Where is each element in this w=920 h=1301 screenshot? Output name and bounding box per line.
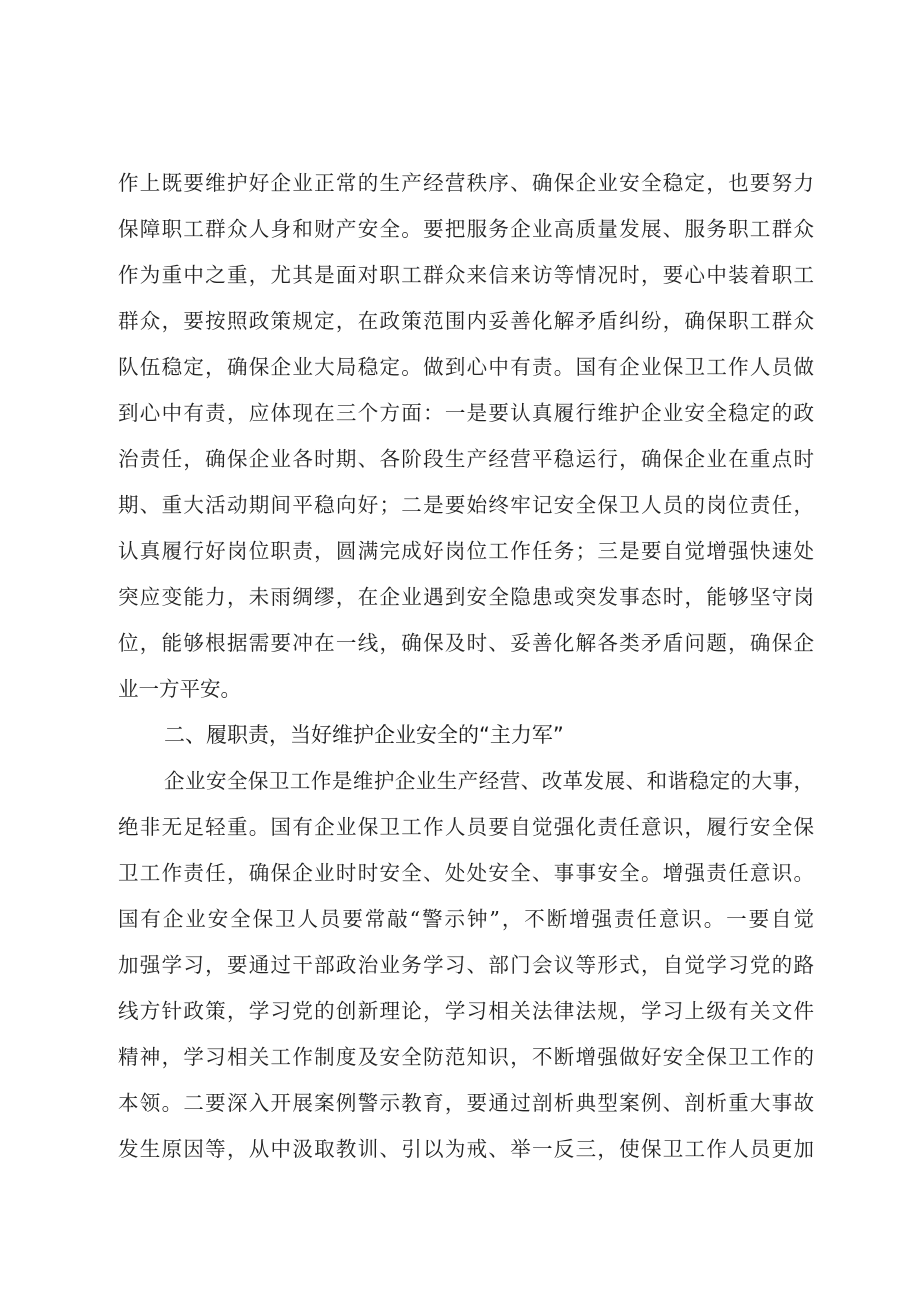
paragraph-2-line-2: 绝非无足轻重。国有企业保卫工作人员要自觉强化责任意识，履行安全保 xyxy=(118,815,814,839)
paragraph-2-line-1: 企业安全保卫工作是维护企业生产经营、改革发展、和谐稳定的大事， xyxy=(164,769,814,793)
paragraph-1-line-1: 作上既要维护好企业正常的生产经营秩序、确保企业安全稳定，也要努力 xyxy=(118,171,814,195)
paragraph-1-line-5: 队伍稳定，确保企业大局稳定。做到心中有责。国有企业保卫工作人员做 xyxy=(118,355,814,379)
paragraph-1-line-9: 认真履行好岗位职责，圆满完成好岗位工作任务；三是要自觉增强快速处 xyxy=(118,539,814,563)
paragraph-1-line-11: 位，能够根据需要冲在一线，确保及时、妥善化解各类矛盾问题，确保企 xyxy=(118,631,814,655)
paragraph-1-line-7: 治责任，确保企业各时期、各阶段生产经营平稳运行，确保企业在重点时 xyxy=(118,447,814,471)
paragraph-2-line-6: 线方针政策，学习党的创新理论，学习相关法律法规，学习上级有关文件 xyxy=(118,999,814,1023)
paragraph-2-line-9: 发生原因等，从中汲取教训、引以为戒、举一反三，使保卫工作人员更加 xyxy=(118,1137,814,1161)
paragraph-1-line-12: 业一方平安。 xyxy=(118,677,241,701)
paragraph-1-line-10: 突应变能力，未雨绸缪，在企业遇到安全隐患或突发事态时，能够坚守岗 xyxy=(118,585,814,609)
paragraph-2-line-4: 国有企业安全保卫人员要常敲“警示钟”，不断增强责任意识。一要自觉 xyxy=(118,907,814,931)
paragraph-1-line-3: 作为重中之重，尤其是面对职工群众来信来访等情况时，要心中装着职工 xyxy=(118,263,814,287)
paragraph-2-line-8: 本领。二要深入开展案例警示教育，要通过剖析典型案例、剖析重大事故 xyxy=(118,1091,814,1115)
paragraph-2-line-5: 加强学习，要通过干部政治业务学习、部门会议等形式，自觉学习党的路 xyxy=(118,953,814,977)
paragraph-2-line-7: 精神，学习相关工作制度及安全防范知识，不断增强做好安全保卫工作的 xyxy=(118,1045,814,1069)
paragraph-1-line-6: 到心中有责，应体现在三个方面：一是要认真履行维护企业安全稳定的政 xyxy=(118,401,814,425)
paragraph-1-line-4: 群众，要按照政策规定，在政策范围内妥善化解矛盾纠纷，确保职工群众 xyxy=(118,309,814,333)
paragraph-1-line-2: 保障职工群众人身和财产安全。要把服务企业高质量发展、服务职工群众 xyxy=(118,217,814,241)
section-heading: 二、履职责，当好维护企业安全的“主力军” xyxy=(164,723,564,747)
paragraph-1-line-8: 期、重大活动期间平稳向好；二是要始终牢记安全保卫人员的岗位责任， xyxy=(118,493,814,517)
paragraph-2-line-3: 卫工作责任，确保企业时时安全、处处安全、事事安全。增强责任意识。 xyxy=(118,861,814,885)
